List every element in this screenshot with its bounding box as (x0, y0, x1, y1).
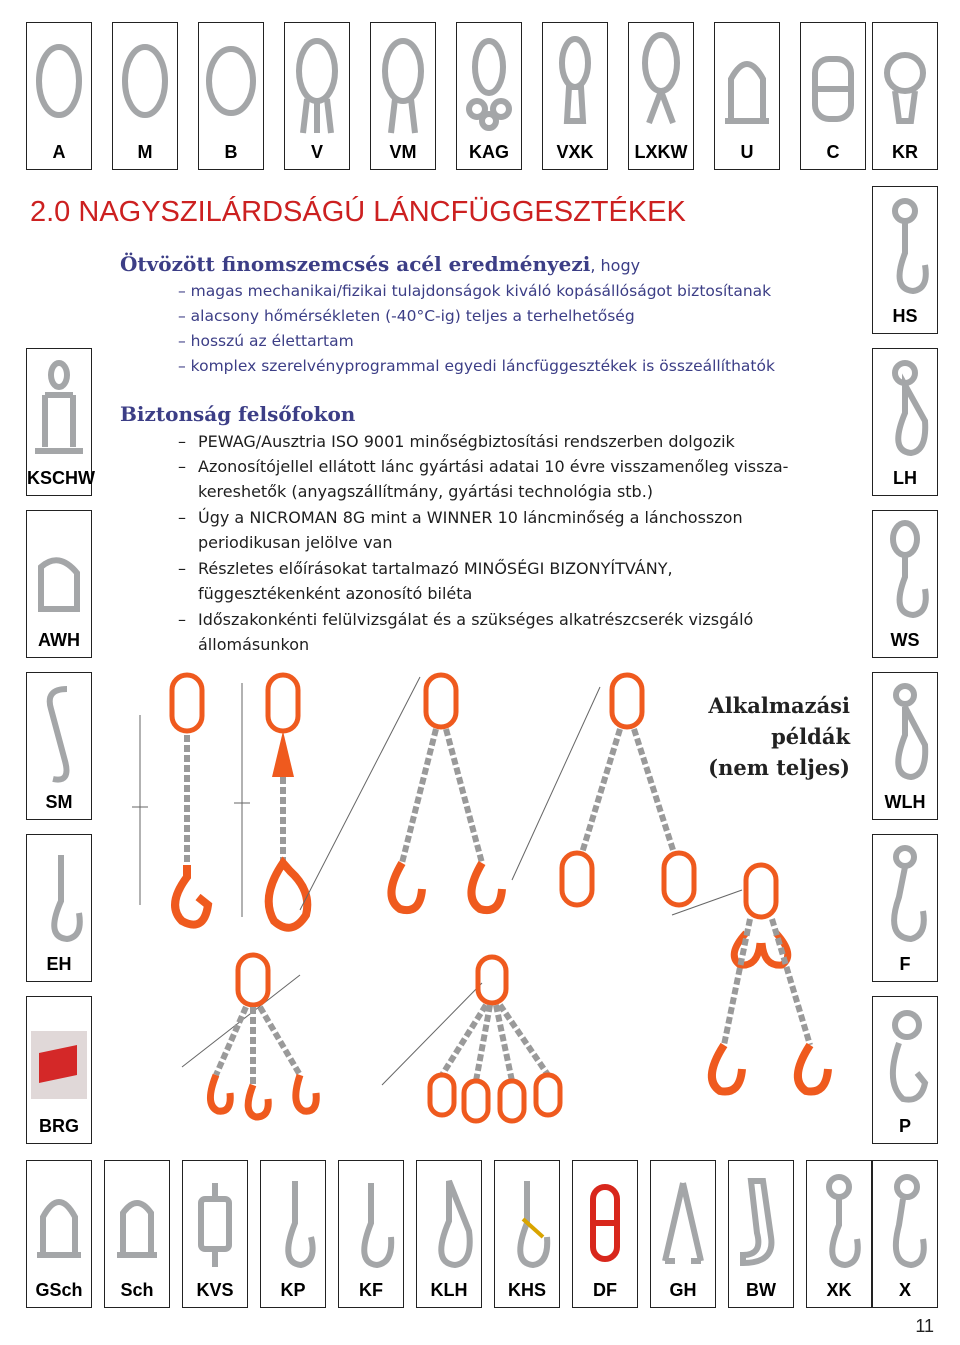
product-tile-P (872, 996, 938, 1144)
master-link-icon (117, 29, 173, 141)
product-code: VXK (556, 142, 594, 162)
page-number: 11 (915, 1316, 934, 1336)
list-item-continuation: függesztékenként azonosító biléta (198, 584, 473, 603)
product-tile-HS (872, 186, 938, 334)
list-item (178, 454, 848, 504)
section-heading-safety: Biztonság felsőfokon (120, 402, 356, 426)
safety-hook-icon (421, 1167, 477, 1279)
product-tile-DF (572, 1160, 638, 1308)
product-tile-EH (26, 834, 92, 982)
product-code: P (898, 1116, 911, 1136)
bullet-dash: – (178, 457, 186, 476)
connecting-link-icon (805, 29, 861, 141)
section-heading-alloy (120, 252, 640, 276)
applications-line: (nem teljes) (708, 755, 850, 780)
product-tile-KP (260, 1160, 326, 1308)
list-item-text: Részletes előírásokat tartalmazó MINŐSÉGI BIZONYÍTVÁNY, (198, 559, 673, 578)
master-link-assembly-icon (375, 29, 431, 141)
bullet-dash: – (178, 559, 186, 578)
product-code: BRG (39, 1116, 79, 1136)
list-item-continuation: kereshetők (anyagszállítmány, gyártási technológia stb.) (198, 482, 654, 501)
bullet-dash: – (178, 432, 186, 451)
barrel-hook-icon (733, 1167, 789, 1279)
product-tile-AWH (26, 510, 92, 658)
master-link-with-couplers-icon (633, 29, 689, 141)
double-link-icon (577, 1167, 633, 1279)
chain-sling-illustrations (120, 665, 860, 1145)
product-code: XK (826, 1280, 852, 1300)
clevis-shackle-icon (31, 355, 87, 467)
product-tile-WS (872, 510, 938, 658)
product-tile-VXK (542, 22, 608, 170)
product-code: F (899, 954, 911, 974)
product-code: GSch (35, 1280, 83, 1300)
product-code: U (740, 142, 754, 162)
ring-coupler-icon (877, 29, 933, 141)
product-code: LXKW (634, 142, 688, 162)
single-leg-safety-hook-sling-icon (234, 675, 307, 928)
heading-text: Ötvözött finomszemcsés acél eredményezi (120, 252, 591, 276)
list-item (178, 429, 848, 454)
list-item: – hosszú az élettartam (178, 332, 354, 350)
list-item-continuation: állomásunkon (198, 635, 310, 654)
product-code: KHS (507, 1280, 546, 1300)
product-tile-BW (728, 1160, 794, 1308)
list-item (178, 505, 848, 555)
product-code: KLH (430, 1280, 468, 1300)
list-item-text: PEWAG/Ausztria ISO 9001 minőségbiztosítási rendszerben dolgozik (198, 432, 735, 451)
product-code: M (137, 142, 153, 162)
product-tile-LXKW (628, 22, 694, 170)
product-tile-KHS (494, 1160, 560, 1308)
foundry-hook-icon (877, 841, 933, 953)
beam-clamp-icon (31, 1003, 87, 1115)
product-code: KR (892, 142, 918, 162)
product-tile-X (872, 1160, 938, 1308)
s-hook-icon (31, 679, 87, 791)
product-code: DF (593, 1280, 617, 1300)
master-link-with-couplers-icon (461, 29, 517, 141)
list-item (178, 607, 848, 657)
product-code: WS (890, 630, 920, 650)
list-item-text: Azonosítójellel ellátott lánc gyártási adatai 10 évre visszamenőleg vissza- (198, 457, 789, 476)
product-tile-KVS (182, 1160, 248, 1308)
master-link-with-coupler-icon (547, 29, 603, 141)
product-code: BW (746, 1280, 776, 1300)
list-item (178, 556, 848, 606)
product-tile-F (872, 834, 938, 982)
two-leg-sling-with-links-icon (512, 675, 694, 905)
product-tile-LH (872, 348, 938, 496)
product-tile-B (198, 22, 264, 170)
product-tile-VM (370, 22, 436, 170)
product-code: Sch (120, 1280, 154, 1300)
product-code: V (310, 142, 323, 162)
product-code: KAG (469, 142, 509, 162)
single-leg-sling-icon (132, 675, 208, 925)
page-title: 2.0 NAGYSZILÁRDSÁGÚ LÁNCFÜGGESZTÉKEK (30, 196, 686, 228)
weld-on-hook-icon (31, 517, 87, 629)
product-code: SM (45, 792, 73, 812)
product-code: KF (359, 1280, 383, 1300)
product-tile-Sch (104, 1160, 170, 1308)
connector-hook-icon (877, 1167, 933, 1279)
list-item-text: Időszakonkénti felülvizsgálat és a szükséges alkatrészcserék vizsgáló (198, 610, 754, 629)
product-code: HS (892, 306, 918, 326)
product-code: C (826, 142, 840, 162)
product-tile-BRG (26, 996, 92, 1144)
product-tile-KF (338, 1160, 404, 1308)
bullet-dash: – (178, 610, 186, 629)
latch-hook-icon (499, 1167, 555, 1279)
eye-hook-icon (31, 841, 87, 953)
product-tile-KAG (456, 22, 522, 170)
applications-line: példák (771, 724, 850, 749)
swivel-safety-hook-icon (877, 679, 933, 791)
list-item: – alacsony hőmérsékleten (-40°C-ig) teljes a terhelhetőség (178, 307, 635, 325)
eye-hook-icon (811, 1167, 867, 1279)
three-leg-sling-icon (182, 955, 316, 1117)
product-tile-KSCHW (26, 348, 95, 496)
product-code: A (52, 142, 66, 162)
four-leg-sling-icon (382, 957, 560, 1121)
list-item-continuation: periodikusan jelölve van (198, 533, 393, 552)
list-item: – magas mechanikai/fizikai tulajdonságok kiváló kopásállóságot biztosítanak (178, 282, 772, 300)
two-leg-sling-icon (300, 675, 502, 910)
heading-suffix: , hogy (590, 256, 641, 275)
applications-line: Alkalmazási (708, 693, 850, 718)
product-tile-M (112, 22, 178, 170)
product-tile-GSch (26, 1160, 92, 1308)
master-link-assembly-icon (289, 29, 345, 141)
d-shackle-icon (109, 1167, 165, 1279)
product-tile-KR (872, 22, 938, 170)
product-code: LH (893, 468, 917, 488)
product-tile-SM (26, 672, 92, 820)
product-code: KSCHW (27, 468, 95, 488)
product-tile-KLH (416, 1160, 482, 1308)
safety-hook-icon (877, 355, 933, 467)
product-tile-GH (650, 1160, 716, 1308)
hook-icon (877, 193, 933, 305)
product-tile-XK (806, 1160, 872, 1308)
product-code: X (898, 1280, 911, 1300)
product-tile-V (284, 22, 350, 170)
bow-shackle-icon (31, 1167, 87, 1279)
swivel-hook-icon (877, 517, 933, 629)
master-link-icon (31, 29, 87, 141)
shortening-clutch-icon (187, 1167, 243, 1279)
product-code: KP (280, 1280, 306, 1300)
clevis-hook-icon (343, 1167, 399, 1279)
product-code: KVS (196, 1280, 234, 1300)
product-code: AWH (38, 630, 80, 650)
product-tile-A (26, 22, 92, 170)
product-code: B (224, 142, 238, 162)
grab-hook-frame-icon (655, 1167, 711, 1279)
product-code: GH (669, 1280, 697, 1300)
oval-link-icon (203, 29, 259, 141)
list-item-text: Úgy a NICROMAN 8G mint a WINNER 10 láncminőség a lánchosszon (198, 508, 743, 527)
product-code: VM (389, 142, 417, 162)
two-leg-shortening-sling-icon (672, 865, 828, 1092)
bullet-dash: – (178, 508, 186, 527)
product-code: EH (46, 954, 72, 974)
grab-hook-icon (265, 1167, 321, 1279)
plate-hook-icon (877, 1003, 933, 1115)
product-code: WLH (884, 792, 926, 812)
shackle-icon (719, 29, 775, 141)
product-tile-WLH (872, 672, 938, 820)
product-tile-U (714, 22, 780, 170)
product-tile-C (800, 22, 866, 170)
list-item: – komplex szerelvényprogrammal egyedi láncfüggesztékek is összeállíthatók (178, 357, 775, 375)
